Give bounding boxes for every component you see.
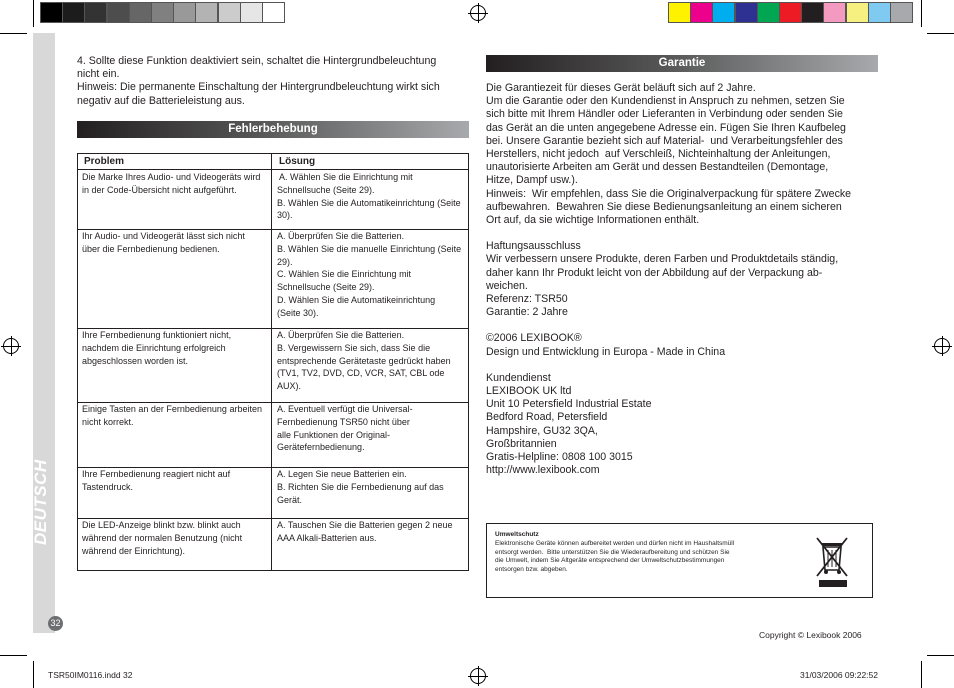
text-line: abgeschlossen worden ist. xyxy=(82,355,189,366)
text-line: Gerät. xyxy=(277,494,303,505)
text-line: D. Wählen Sie die Automatikeinrichtung xyxy=(277,294,436,305)
text-line: Hitze, Dampf usw.). xyxy=(486,174,578,187)
crop-mark xyxy=(33,661,34,688)
problem-cell xyxy=(82,171,268,197)
text-line: AAA Alkali-Batterien aus. xyxy=(277,532,377,543)
text-line: Bedford Road, Petersfield xyxy=(486,411,608,424)
text-line: Hinweis: Wir empfehlen, dass Sie die Originalverpackung für spätere Zwecke xyxy=(486,187,852,200)
text-line: (Seite 30). xyxy=(277,307,319,318)
text-line: Hinweis: Die permanente Einschaltung der Hintergrundbeleuchtung wirkt sich xyxy=(77,81,440,94)
color-swatch xyxy=(712,2,735,23)
language-label: DEUTSCH xyxy=(31,459,50,545)
table-divider xyxy=(77,169,469,170)
footer-timestamp: 31/03/2006 09:22:52 xyxy=(800,670,878,680)
color-swatch xyxy=(218,2,241,23)
solution-cell xyxy=(277,329,467,393)
text-line: bei. Unsere Garantie bezieht sich auf Material- und Verarbeitungsfehler des xyxy=(486,134,843,147)
color-swatch xyxy=(868,2,891,23)
text-line: über die Fernbedienung bedienen. xyxy=(82,243,220,254)
text-line: B. Vergewissern Sie sich, dass Sie die xyxy=(277,342,431,353)
problem-cell xyxy=(82,329,268,367)
solution-cell xyxy=(277,230,467,320)
text-line: 30). xyxy=(277,210,293,221)
crop-mark xyxy=(0,655,27,656)
solution-cell xyxy=(277,171,467,222)
text-line: sich bitte mit Ihrem Händler oder Lieferanten in Verbindung oder senden Sie xyxy=(486,108,843,121)
text-line: Tastendruck. xyxy=(82,481,134,492)
problem-cell xyxy=(82,519,268,557)
color-swatch xyxy=(62,2,85,23)
text-line: 29). xyxy=(277,256,293,267)
text-line: ©2006 LEXIBOOK® xyxy=(486,332,582,345)
text-line: 4. Sollte diese Funktion deaktiviert sein, schaltet die Hintergrundbeleuchtung xyxy=(77,55,437,67)
crop-mark xyxy=(0,33,27,34)
text-line: in der Code-Übersicht nicht aufgeführt. xyxy=(82,184,237,195)
solution-cell xyxy=(277,403,467,454)
warranty-heading: Garantie xyxy=(486,55,878,72)
registration-mark-icon xyxy=(470,5,486,21)
text-line: Ihre Fernbedienung funktioniert nicht, xyxy=(82,330,232,340)
crop-mark xyxy=(927,655,954,656)
text-line: Elektronische Geräte können aufbereitet werden und dürfen nicht im Haushaltsmüll xyxy=(495,540,735,547)
text-line: Einige Tasten an der Fernbedienung arbeiten xyxy=(82,404,262,414)
text-line: Die Garantiezeit für dieses Gerät beläuft sich auf 2 Jahre. xyxy=(486,82,756,94)
text-line: A. Tauschen Sie die Batterien gegen 2 neue xyxy=(277,520,453,530)
text-line: Hampshire, GU32 3QA, xyxy=(486,424,598,437)
color-swatch xyxy=(195,2,218,23)
text-line: Fernbedienung TSR50 nicht über xyxy=(277,416,410,427)
color-swatch xyxy=(151,2,174,23)
text-line: während der normalen Benutzung (nicht xyxy=(82,532,243,543)
color-swatch xyxy=(173,2,196,23)
text-line: A. Legen Sie neue Batterien ein. xyxy=(277,469,407,479)
text-line: Unit 10 Petersfield Industrial Estate xyxy=(486,398,652,411)
text-line: weichen. xyxy=(486,279,528,292)
text-line: LEXIBOOK UK ltd xyxy=(486,385,572,398)
color-swatch xyxy=(668,2,691,23)
color-swatch xyxy=(690,2,713,23)
text-line xyxy=(486,319,886,332)
text-line: während der Einrichtung). xyxy=(82,545,186,556)
text-line: B. Wählen Sie die manuelle Einrichtung (Seite xyxy=(277,243,462,254)
text-line: Gratis-Helpline: 0808 100 3015 xyxy=(486,451,633,464)
color-swatch xyxy=(107,2,130,23)
solution-cell xyxy=(277,519,467,545)
page-number: 32 xyxy=(48,616,63,631)
table-divider xyxy=(271,153,272,571)
table-header-solution: Lösung xyxy=(279,156,316,167)
color-swatch xyxy=(84,2,107,23)
problem-cell xyxy=(82,403,268,429)
text-line: Kundendienst xyxy=(486,371,551,384)
text-line: daher kann Ihr Produkt leicht von der Abbildung auf der Verpackung ab- xyxy=(486,266,823,279)
text-line: Gerätefernbedienung. xyxy=(277,442,365,453)
text-line: Haftungsausschluss xyxy=(486,240,581,253)
color-swatch xyxy=(779,2,802,23)
text-line: Design und Entwicklung in Europa - Made in China xyxy=(486,345,726,358)
color-swatch xyxy=(846,2,869,23)
text-line: A. Überprüfen Sie die Batterien. xyxy=(277,231,405,241)
environment-text xyxy=(495,540,805,574)
text-line: Die Marke Ihres Audio- und Videogeräts wird xyxy=(82,172,261,182)
text-line xyxy=(486,227,886,240)
text-line: das Gerät an die unten angegebene Adresse ein. Fügen Sie Ihren Kaufbeleg xyxy=(486,121,846,134)
color-swatch xyxy=(40,2,63,23)
text-line: negativ auf die Batterieleistung aus. xyxy=(77,94,245,107)
copyright-text: Copyright © Lexibook 2006 xyxy=(759,630,862,640)
text-line: Garantie: 2 Jahre xyxy=(486,306,568,319)
text-line: Herstellers, nicht jedoch auf Verschleiß, Nichteinhaltung der Anleitungen, xyxy=(486,148,831,161)
text-line: Schnellsuche (Seite 29). xyxy=(277,282,375,293)
text-line: C. Wählen Sie die Einrichtung mit xyxy=(277,269,412,280)
registration-mark-icon xyxy=(934,338,950,354)
text-line xyxy=(486,359,886,372)
color-swatch xyxy=(801,2,824,23)
environment-notice-box xyxy=(486,523,873,598)
registration-mark-icon xyxy=(470,668,486,684)
text-line: http://www.lexibook.com xyxy=(486,464,600,477)
crop-mark xyxy=(921,661,922,688)
text-line: entsprechende Gerätetaste gedrückt haben xyxy=(277,355,451,366)
text-line: entsorgt werden. Bitte unterstützen Sie die Wiederaufbereitung und schützen Sie xyxy=(495,548,730,556)
troubleshooting-heading: Fehlerbehebung xyxy=(77,121,469,138)
text-line: aufbewahren. Bewahren Sie diese Bedienungsanleitung an einem sicheren xyxy=(486,200,842,213)
environment-title: Umweltschutz xyxy=(495,531,539,538)
text-line: unautorisierte Arbeiten am Gerät und dessen Bestandteilen (Demontage, xyxy=(486,161,829,174)
color-swatch xyxy=(735,2,758,23)
text-line: Ihr Audio- und Videogerät lässt sich nicht xyxy=(82,231,245,241)
text-line: Referenz: TSR50 xyxy=(486,293,568,306)
color-swatch xyxy=(890,2,913,23)
text-line: Ort auf, da sie wichtige Informationen enthält. xyxy=(486,214,700,227)
text-line: nicht ein. xyxy=(77,68,120,81)
text-line: Die LED-Anzeige blinkt bzw. blinkt auch xyxy=(82,520,241,530)
crop-mark xyxy=(921,0,922,27)
problem-cell xyxy=(82,468,268,494)
text-line: Schnellsuche (Seite 29). xyxy=(277,184,375,195)
warranty-text xyxy=(486,82,886,477)
text-line: B. Wählen Sie die Automatikeinrichtung (Seite xyxy=(277,197,461,208)
text-line: nachdem die Einrichtung erfolgreich xyxy=(82,342,226,353)
color-swatch xyxy=(262,2,285,23)
footer-filename: TSR50IM0116.indd 32 xyxy=(48,670,133,680)
text-line: B. Richten Sie die Fernbedienung auf das xyxy=(277,481,444,492)
solution-cell xyxy=(277,468,467,506)
color-swatch xyxy=(129,2,152,23)
table-header-problem: Problem xyxy=(84,156,125,167)
text-line: A. Eventuell verfügt die Universal- xyxy=(277,404,413,414)
text-line: AUX). xyxy=(277,381,302,392)
text-line: Um die Garantie oder den Kundendienst in Anspruch zu nehmen, setzen Sie xyxy=(486,95,845,108)
crop-mark xyxy=(33,0,34,27)
text-line: entsorgen bzw. abgeben. xyxy=(495,565,568,573)
color-swatch xyxy=(240,2,263,23)
text-line: Wir verbessern unsere Produkte, deren Farben und Produktdetails ständig, xyxy=(486,253,839,266)
text-line: Ihre Fernbedienung reagiert nicht auf xyxy=(82,469,231,479)
color-swatch xyxy=(757,2,780,23)
crop-mark xyxy=(927,33,954,34)
text-line: A. Überprüfen Sie die Batterien. xyxy=(277,330,405,340)
text-line: A. Wählen Sie die Einrichtung mit xyxy=(277,172,413,182)
text-line: Großbritannien xyxy=(486,437,557,450)
text-line: (TV1, TV2, DVD, CD, VCR, SAT, CBL ode xyxy=(277,368,445,379)
problem-cell xyxy=(82,230,268,256)
text-line: alle Funktionen der Original- xyxy=(277,429,391,440)
text-line: die Umwelt, indem Sie Altgeräte entsprechend der Umweltschutzbestimmungen xyxy=(495,557,725,565)
crossed-out-wheelie-bin-icon xyxy=(813,534,853,590)
text-line: nicht korrekt. xyxy=(82,416,134,427)
backlight-note xyxy=(77,55,472,108)
registration-mark-icon xyxy=(3,338,19,354)
color-swatch xyxy=(823,2,846,23)
